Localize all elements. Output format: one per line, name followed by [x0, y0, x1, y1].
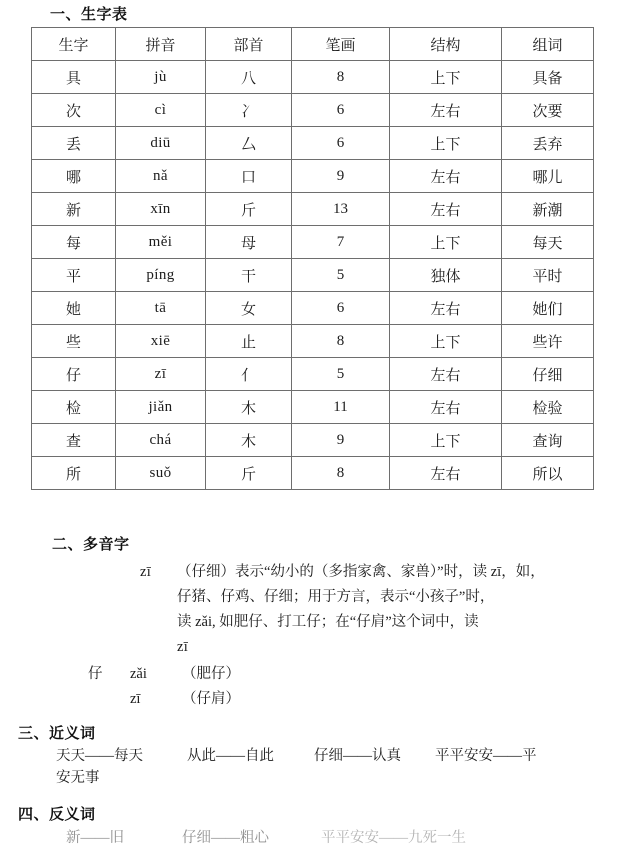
cell-word: 她们 [502, 292, 594, 325]
cell-strokes: 8 [292, 325, 390, 358]
cell-hanzi: 哪 [32, 160, 116, 193]
cell-word: 新潮 [502, 193, 594, 226]
cell-word: 哪儿 [502, 160, 594, 193]
antonym-pair: 平平安安——九死一生 [321, 830, 466, 846]
cell-pinyin: zī [116, 358, 206, 391]
cell-strokes: 5 [292, 358, 390, 391]
cell-hanzi: 次 [32, 94, 116, 127]
polyphone-note [0, 560, 640, 660]
table-row [32, 94, 594, 127]
cell-pinyin: tā [116, 292, 206, 325]
cell-strokes: 6 [292, 292, 390, 325]
synonym-row [0, 745, 640, 767]
cell-radical: 口 [206, 160, 292, 193]
polyphone-note-line-4: zī [177, 639, 189, 655]
table-row [32, 127, 594, 160]
section-title: 近义词 [49, 725, 96, 742]
table-row [32, 424, 594, 457]
column-header-structure: 结构 [390, 28, 502, 61]
polyphone-entry-gloss: （仔肩） [182, 691, 240, 707]
synonym-pair: 从此——自此 [187, 748, 274, 764]
section-number: 二、 [52, 536, 84, 553]
cell-hanzi: 丢 [32, 127, 116, 160]
cell-pinyin: diū [116, 127, 206, 160]
section-number: 一、 [50, 6, 82, 23]
vocabulary-table-body [32, 61, 594, 490]
table-row [32, 226, 594, 259]
section-heading-antonyms [18, 803, 96, 824]
table-row [32, 259, 594, 292]
cell-strokes: 9 [292, 424, 390, 457]
section-number: 三、 [18, 725, 50, 742]
polyphone-note-line-1 [0, 560, 640, 585]
synonym-pair: 天天——每天 [56, 748, 143, 764]
cell-structure: 上下 [390, 424, 502, 457]
cell-pinyin: nǎ [116, 160, 206, 193]
column-header-pinyin: 拼音 [116, 28, 206, 61]
polyphone-note-text-1: （仔细）表示“幼小的（多指家禽、家兽）”时，读 zī，如， [177, 564, 545, 580]
antonym-list [0, 827, 640, 849]
section-title: 多音字 [83, 536, 130, 553]
table-row [32, 457, 594, 490]
column-header-radical: 部首 [206, 28, 292, 61]
cell-structure: 左右 [390, 94, 502, 127]
cell-hanzi: 具 [32, 61, 116, 94]
cell-radical: 斤 [206, 193, 292, 226]
cell-word: 仔细 [502, 358, 594, 391]
vocabulary-table [31, 27, 594, 490]
cell-pinyin: xīn [116, 193, 206, 226]
cell-word: 所以 [502, 457, 594, 490]
cell-word: 丢弃 [502, 127, 594, 160]
cell-hanzi: 平 [32, 259, 116, 292]
cell-structure: 左右 [390, 391, 502, 424]
cell-structure: 左右 [390, 457, 502, 490]
cell-pinyin: jiǎn [116, 391, 206, 424]
polyphone-entry-char: 仔 [88, 666, 103, 682]
table-row [32, 292, 594, 325]
section-heading-synonyms [18, 722, 96, 743]
cell-pinyin: cì [116, 94, 206, 127]
cell-structure: 左右 [390, 292, 502, 325]
section-number: 四、 [18, 806, 50, 823]
table-row [32, 391, 594, 424]
cell-hanzi: 每 [32, 226, 116, 259]
column-header-strokes: 笔画 [292, 28, 390, 61]
cell-word: 次要 [502, 94, 594, 127]
table-row [32, 61, 594, 94]
cell-hanzi: 检 [32, 391, 116, 424]
cell-word: 每天 [502, 226, 594, 259]
cell-structure: 上下 [390, 226, 502, 259]
polyphone-entry-pinyin: zǎi [130, 666, 147, 682]
cell-strokes: 8 [292, 457, 390, 490]
polyphone-entry-list [0, 662, 640, 712]
cell-hanzi: 她 [32, 292, 116, 325]
polyphone-entry-gloss: （肥仔） [182, 666, 240, 682]
cell-structure: 独体 [390, 259, 502, 292]
column-header-word: 组词 [502, 28, 594, 61]
cell-word: 查询 [502, 424, 594, 457]
cell-structure: 上下 [390, 61, 502, 94]
cell-pinyin: píng [116, 259, 206, 292]
polyphone-entry [0, 662, 640, 687]
cell-strokes: 6 [292, 127, 390, 160]
cell-strokes: 11 [292, 391, 390, 424]
section-title: 反义词 [49, 806, 96, 823]
cell-radical: 母 [206, 226, 292, 259]
cell-hanzi: 所 [32, 457, 116, 490]
vocabulary-table-container [31, 27, 593, 490]
cell-strokes: 5 [292, 259, 390, 292]
synonym-row-continuation: 安无事 [56, 770, 100, 786]
cell-structure: 左右 [390, 193, 502, 226]
antonym-pair: 新——旧 [66, 830, 124, 846]
antonym-row [0, 827, 640, 849]
cell-strokes: 13 [292, 193, 390, 226]
column-header-hanzi: 生字 [32, 28, 116, 61]
cell-pinyin: suǒ [116, 457, 206, 490]
table-row [32, 193, 594, 226]
polyphone-note-line-3: 读 zǎi, 如肥仔、打工仔；在“仔肩”这个词中，读 [177, 614, 479, 630]
table-header-row [32, 28, 594, 61]
cell-strokes: 8 [292, 61, 390, 94]
polyphone-note-line-2: 仔猪、仔鸡、仔细；用于方言，表示“小孩子”时， [177, 589, 495, 605]
synonym-pair: 平平安安——平 [435, 748, 537, 764]
cell-strokes: 6 [292, 94, 390, 127]
table-row [32, 160, 594, 193]
cell-radical: 木 [206, 391, 292, 424]
cell-pinyin: jù [116, 61, 206, 94]
table-row [32, 358, 594, 391]
cell-strokes: 9 [292, 160, 390, 193]
cell-word: 些许 [502, 325, 594, 358]
section-heading-vocabulary [50, 3, 128, 24]
cell-radical: 女 [206, 292, 292, 325]
cell-radical: 止 [206, 325, 292, 358]
cell-pinyin: xiē [116, 325, 206, 358]
cell-word: 平时 [502, 259, 594, 292]
cell-radical: 干 [206, 259, 292, 292]
cell-strokes: 7 [292, 226, 390, 259]
cell-radical: 木 [206, 424, 292, 457]
cell-radical: 斤 [206, 457, 292, 490]
cell-structure: 上下 [390, 325, 502, 358]
cell-hanzi: 新 [32, 193, 116, 226]
cell-hanzi: 些 [32, 325, 116, 358]
section-heading-polyphone [52, 533, 130, 554]
synonym-list [0, 745, 640, 789]
cell-radical: 亻 [206, 358, 292, 391]
cell-hanzi: 仔 [32, 358, 116, 391]
table-row [32, 325, 594, 358]
cell-structure: 左右 [390, 358, 502, 391]
section-title: 生字表 [81, 6, 128, 23]
cell-hanzi: 查 [32, 424, 116, 457]
cell-pinyin: měi [116, 226, 206, 259]
antonym-pair: 仔细——粗心 [182, 830, 269, 846]
polyphone-note-pinyin: zī [140, 564, 152, 580]
cell-pinyin: chá [116, 424, 206, 457]
cell-word: 具备 [502, 61, 594, 94]
cell-radical: 冫 [206, 94, 292, 127]
cell-radical: 厶 [206, 127, 292, 160]
polyphone-entry-pinyin: zī [130, 691, 141, 707]
cell-radical: 八 [206, 61, 292, 94]
cell-structure: 上下 [390, 127, 502, 160]
synonym-pair: 仔细——认真 [314, 748, 401, 764]
cell-word: 检验 [502, 391, 594, 424]
polyphone-entry [0, 687, 640, 712]
cell-structure: 左右 [390, 160, 502, 193]
